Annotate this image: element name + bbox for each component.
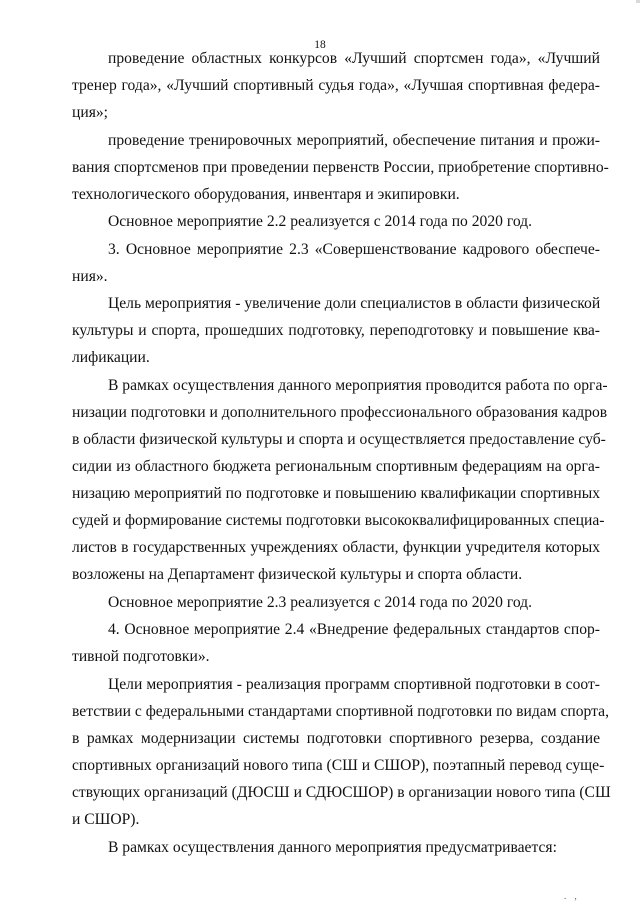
text-line: спортивных организаций нового типа (СШ и СШОР), поэтапный перевод суще-	[72, 757, 605, 774]
text-line: сидии из областного бюджета региональным спортивным федерациям на орга-	[72, 458, 600, 475]
text-line: вания спортсменов при проведении первенств России, приобретение спортивно-	[72, 159, 609, 176]
text-line: лификации.	[72, 349, 150, 366]
text-line: проведение тренировочных мероприятий, обеспечение питания и прожи-	[108, 132, 600, 149]
scan-corner-mark	[636, 0, 640, 3]
text-line: ветствии с федеральными стандартами спортивной подготовки по видам спорта,	[72, 703, 609, 720]
text-line: листов в государственных учреждениях области, функции учредителя которых	[72, 539, 600, 556]
text-line: технологического оборудования, инвентаря и экипировки.	[72, 186, 460, 203]
text-line: 3. Основное мероприятие 2.3 «Совершенствование кадрового обеспече-	[108, 241, 600, 258]
text-line: В рамках осуществления данного мероприятия проводится работа по орга-	[108, 377, 608, 394]
text-line: низацию мероприятий по подготовке и повышению квалификации спортивных	[72, 485, 600, 502]
text-line: В рамках осуществления данного мероприятия предусматривается:	[108, 839, 557, 856]
text-line: ция»;	[72, 104, 108, 121]
text-line: возложены на Департамент физической культуры и спорта области.	[72, 566, 523, 583]
text-line: судей и формирование системы подготовки высококвалифицированных специа-	[72, 512, 605, 529]
text-line: ния».	[72, 268, 108, 285]
text-line: низации подготовки и дополнительного профессионального образования кадров	[72, 404, 608, 421]
page-number: 18	[314, 39, 326, 51]
text-line: Основное мероприятие 2.2 реализуется с 2014 года по 2020 год.	[108, 213, 533, 230]
text-line: и СШОР).	[72, 811, 140, 828]
text-line: культуры и спорта, прошедших подготовку, переподготовку и повышение ква-	[72, 322, 600, 339]
text-line: тренер года», «Лучший спортивный судья года», «Лучшая спортивная федера-	[72, 77, 600, 94]
scan-marks: . ,	[564, 891, 580, 901]
text-line: ствующих организаций (ДЮСШ и СДЮСШОР) в организации нового типа (СШ	[72, 784, 611, 801]
text-line: Цель мероприятия - увеличение доли специалистов в области физической	[108, 295, 601, 312]
text-line: Цели мероприятия - реализация программ спортивной подготовки в соот-	[108, 676, 600, 693]
text-line: проведение областных конкурсов «Лучший спортсмен года», «Лучший	[108, 50, 600, 67]
text-line: тивной подготовки».	[72, 648, 210, 665]
text-line: Основное мероприятие 2.3 реализуется с 2014 года по 2020 год.	[108, 594, 533, 611]
text-line: в области физической культуры и спорта и осуществляется предоставление суб-	[72, 431, 606, 448]
text-line: 4. Основное мероприятие 2.4 «Внедрение федеральных стандартов спор-	[108, 621, 600, 638]
text-line: в рамках модернизации системы подготовки спортивного резерва, создание	[72, 730, 600, 747]
